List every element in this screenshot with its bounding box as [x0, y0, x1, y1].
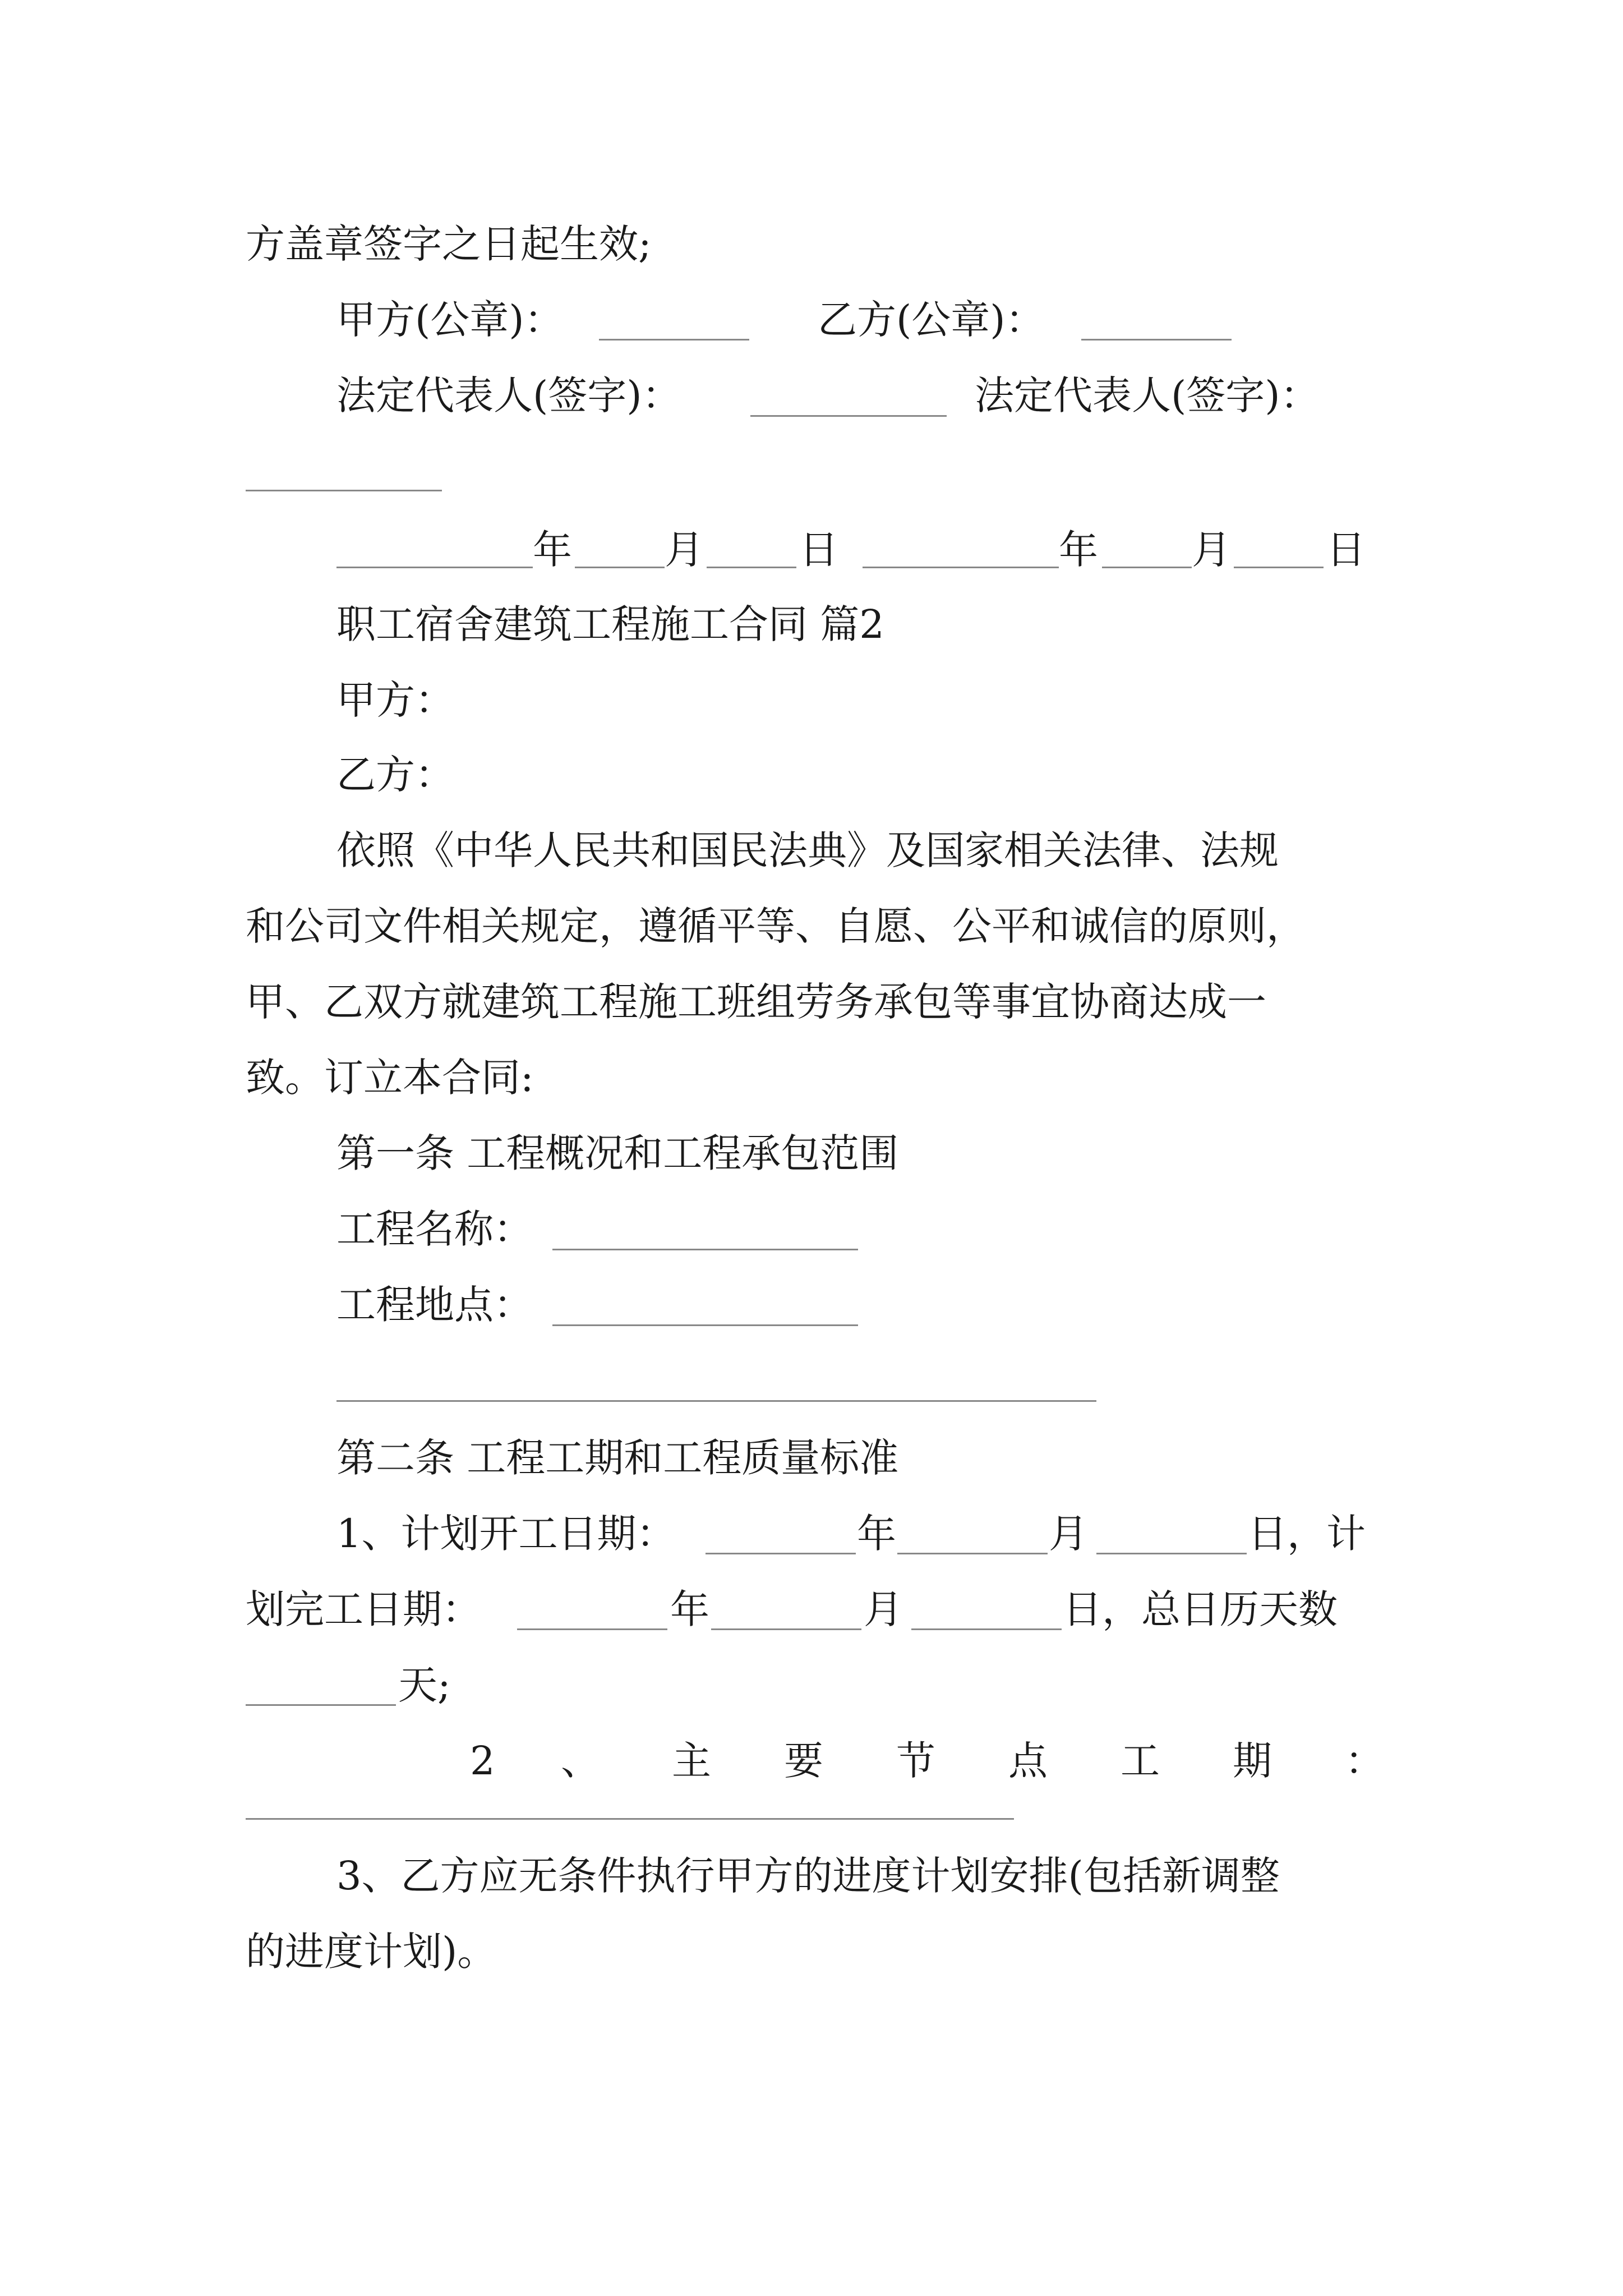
- paragraph-line-3: 甲、乙双方就建筑工程施工班组劳务承包等事宜协商达成一: [246, 979, 1266, 1025]
- party-a-rep-blank[interactable]: [750, 415, 947, 417]
- total-days-blank[interactable]: [246, 1704, 396, 1706]
- party-a-seal-blank[interactable]: [599, 339, 749, 341]
- date-b-month-label: 月: [1192, 527, 1231, 573]
- milestone-char: 工: [1121, 1738, 1160, 1784]
- project-name-label: 工程名称：: [336, 1206, 533, 1252]
- project-name-blank[interactable]: [552, 1249, 858, 1250]
- date-b-month-blank[interactable]: [1102, 567, 1192, 568]
- milestone-char: 主: [672, 1738, 711, 1784]
- date-a-day-label: 日: [799, 527, 838, 573]
- date-a-year-label: 年: [533, 527, 572, 573]
- milestone-char: 2: [470, 1738, 495, 1784]
- party-b-seal-label: 乙方(公章)：: [818, 297, 1045, 343]
- milestone-char: 要: [784, 1738, 823, 1784]
- start-date-label: 1、计划开工日期：: [336, 1511, 676, 1557]
- start-year-blank[interactable]: [706, 1553, 856, 1554]
- date-b-day-blank[interactable]: [1234, 567, 1324, 568]
- start-day-blank[interactable]: [1096, 1553, 1247, 1554]
- milestone-char: 期: [1233, 1738, 1272, 1784]
- project-site-blank[interactable]: [552, 1324, 858, 1326]
- date-a-day-blank[interactable]: [707, 567, 796, 568]
- date-b-year-blank[interactable]: [863, 567, 1059, 568]
- end-month-label: 月: [864, 1586, 903, 1632]
- item-3-line-1: 3、乙方应无条件执行甲方的进度计划安排(包括新调整: [336, 1853, 1280, 1899]
- end-day-suffix: 日，总日历天数: [1063, 1586, 1338, 1632]
- start-month-label: 月: [1049, 1511, 1088, 1557]
- date-a-month-label: 月: [665, 527, 704, 573]
- end-year-blank[interactable]: [517, 1628, 667, 1630]
- party-b-label: 乙方：: [336, 752, 454, 798]
- paragraph-line-2: 和公司文件相关规定，遵循平等、自愿、公平和诚信的原则，: [246, 903, 1306, 949]
- milestone-char: ：: [1345, 1738, 1384, 1784]
- text-line-effective: 方盖章签字之日起生效;: [246, 221, 652, 267]
- milestone-char: 节: [896, 1738, 935, 1784]
- end-year-label: 年: [670, 1586, 709, 1632]
- start-year-label: 年: [857, 1511, 896, 1557]
- party-b-rep-blank[interactable]: [246, 490, 442, 491]
- paragraph-line-1: 依照《中华人民共和国民法典》及国家相关法律、法规: [336, 827, 1279, 873]
- party-b-seal-blank[interactable]: [1081, 339, 1232, 341]
- party-a-label: 甲方：: [336, 677, 454, 723]
- paragraph-line-4: 致。订立本合同:: [246, 1055, 534, 1101]
- item-3-line-2: 的进度计划)。: [246, 1929, 497, 1975]
- milestone-blank[interactable]: [246, 1818, 1014, 1820]
- party-b-rep-label: 法定代表人(签字)：: [975, 372, 1320, 418]
- article-1-heading: 第一条 工程概况和工程承包范围: [336, 1130, 899, 1176]
- party-a-seal-label: 甲方(公章)：: [336, 297, 564, 343]
- start-day-suffix: 日，计: [1248, 1511, 1366, 1557]
- end-date-label: 划完工日期：: [246, 1586, 481, 1632]
- milestone-char: 点: [1008, 1738, 1048, 1784]
- party-a-rep-label: 法定代表人(签字)：: [336, 372, 681, 418]
- milestone-char: 、: [561, 1738, 600, 1784]
- date-b-year-label: 年: [1059, 527, 1098, 573]
- end-month-blank[interactable]: [711, 1628, 861, 1630]
- date-a-year-blank[interactable]: [336, 567, 533, 568]
- start-month-blank[interactable]: [897, 1553, 1048, 1554]
- contract-heading: 职工宿舍建筑工程施工合同 篇2: [336, 601, 884, 647]
- project-scope-blank[interactable]: [336, 1400, 1096, 1402]
- project-site-label: 工程地点：: [336, 1282, 533, 1328]
- article-2-heading: 第二条 工程工期和工程质量标准: [336, 1435, 899, 1481]
- end-day-blank[interactable]: [911, 1628, 1062, 1630]
- total-days-unit: 天;: [398, 1662, 451, 1708]
- date-b-day-label: 日: [1326, 527, 1366, 573]
- date-a-month-blank[interactable]: [575, 567, 665, 568]
